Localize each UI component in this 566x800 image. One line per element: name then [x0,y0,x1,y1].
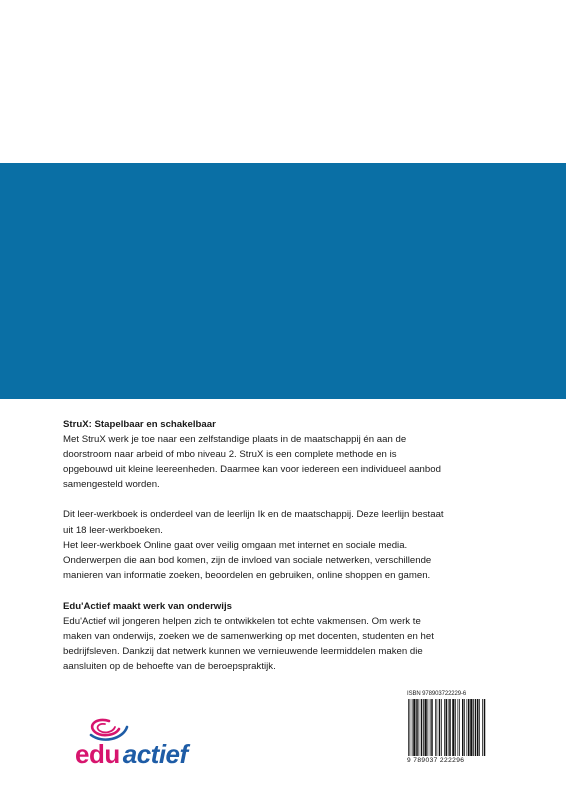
text-line: aansluiten op de behoefte van de beroepspraktijk. [63,661,276,673]
barcode-bar [421,699,423,756]
barcode-bar [425,699,427,756]
text-line: manieren van informatie zoeken, beoordelen en gebruiken, online shoppen en gamen. [63,569,431,581]
barcode-bar [468,699,470,756]
barcode-bar [464,699,465,756]
text-line: opgebouwd uit kleine leereenheden. Daarmee kan voor iedereen een individueel aanbod [63,464,441,476]
barcode-bar [439,699,441,756]
barcode-bar [435,699,436,756]
paragraph-gap [63,492,533,507]
barcode-bar [459,699,460,756]
text-line: samengesteld worden. [63,479,160,491]
logo-actief-text: actief [122,739,188,769]
barcode-bar [410,699,411,756]
barcode-bar [448,699,449,756]
text-line: doorstroom naar arbeid of mbo niveau 2. StruX is een complete methode en is [63,449,397,461]
barcode-bar [444,699,445,756]
isbn-label: ISBN 978903722229-6 [407,691,467,697]
barcode-bar [430,699,431,756]
barcode-bar [458,699,459,756]
isbn-barcode [407,689,507,765]
barcode-bar [452,699,454,756]
text-line: Onderwerpen die aan bod komen, zijn de invloed van sociale netwerken, verschillende [63,554,432,566]
barcode-bar [413,699,415,756]
text-line: maken van onderwijs, zoeken we de samenwerking op met docenten, studenten en het [63,631,434,643]
barcode-bar [484,699,486,756]
back-cover-text [63,417,533,674]
barcode-bars [407,699,507,756]
barcode-bar [482,699,483,756]
barcode-bar [462,699,464,756]
barcode-bar [467,699,468,756]
barcode-bar [473,699,474,756]
text-line: Het leer-werkboek Online gaat over veilig omgaan met internet en sociale media. [63,539,408,551]
barcode-bar [408,699,409,756]
logo-wordmark [75,738,188,770]
barcode-bar [437,699,438,756]
paragraph-gap [63,583,533,599]
barcode-bar [475,699,477,756]
text-line: bedrijfsleven. Dankzij dat netwerk kunnen we vernieuwende leermiddelen maken die [63,646,423,658]
barcode-bar [446,699,448,756]
text-line: uit 18 leer-werkboeken. [63,524,163,536]
barcode-bar [431,699,433,756]
text-line: Met StruX werk je toe naar een zelfstandige plaats in de maatschappij én aan de [63,434,407,446]
barcode-digits: 9 789037 222296 [407,757,465,764]
barcode-bar [416,699,418,756]
barcode-bar [412,699,413,756]
barcode-bar [441,699,442,756]
text-line: Dit leer-werkboek is onderdeel van de leerlijn Ik en de maatschappij. Deze leerlijn bestaat [63,509,444,521]
barcode-bar [419,699,420,756]
section-heading-eduactief: Edu'Actief maakt werk van onderwijs [63,600,232,612]
barcode-bar [423,699,424,756]
logo-edu-text: edu [75,739,120,769]
barcode-bar [479,699,480,756]
barcode-bar [428,699,429,756]
barcode-bar [470,699,472,756]
text-line: Edu'Actief wil jongeren helpen zich te ontwikkelen tot echte vakmensen. Om werk te [63,616,421,628]
barcode-bar [477,699,479,756]
barcode-bar [449,699,451,756]
barcode-bar [455,699,456,756]
section-heading-strux: StruX: Stapelbaar en schakelbaar [63,419,216,430]
cover-color-band [0,163,566,399]
eduactief-logo [75,715,215,769]
